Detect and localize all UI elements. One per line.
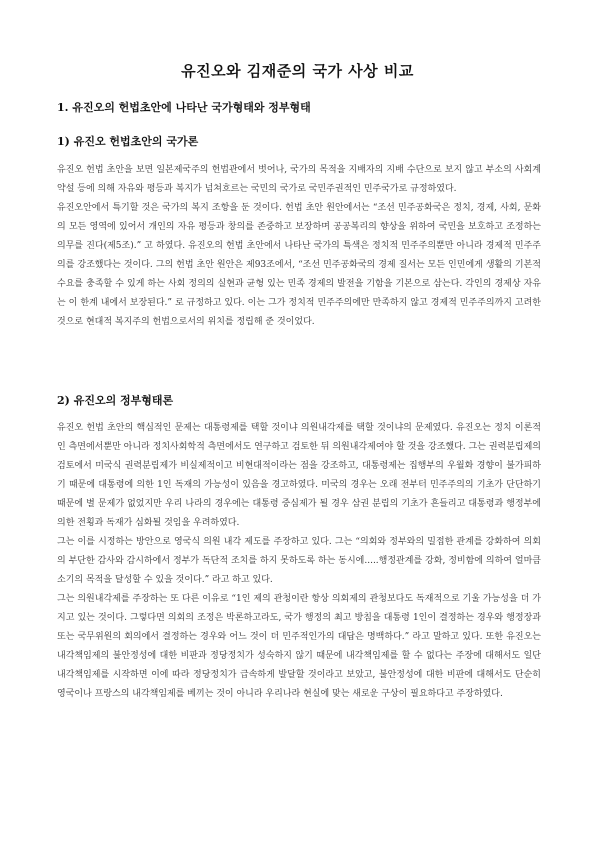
paragraph: 그는 이를 시정하는 방안으로 영국식 의원 내각 제도를 주장하고 있다. 그는 “의회와 정부와의 밀접한 관계를 강화하여 의회의 부단한 감사와 감시하에서 정부가 독단적 조치를 하지 못하도록 하는 동시에.....행정관계를 강화, 정비함에 의하여 얼마큼 소기의 목적을 달성할 수 있을 것이다.” 라고 하고 있다. <box>57 537 541 585</box>
subsection-heading-2: 2) 유진오의 정부형태론 <box>57 394 174 407</box>
section-heading: 1. 유진오의 헌법초안에 나타난 국가형태와 정부형태 <box>57 101 311 114</box>
paragraph: 유진오 헌법 초안의 핵심적인 문제는 대통령제를 택할 것이냐 의원내각제를 택할 것이냐의 문제였다. 유진오는 정치 이론적인 측면에서뿐만 아니라 정치사회학적 측면에서도 연구하고 검토한 뒤 의원내각제여야 할 것을 강조했다. 그는 권력분립제의 검토에서 미국식 권력분립제가 비실제적이고 비현대적이라는 점을 강조하고, 대통령제는 집행부의 우월화 경향이 불가피하기 때문에 대통령에 의한 1인 독재의 가능성이 있음을 경고하였다. 미국의 경우는 오래 전부터 민주주의의 기초가 단단하기 때문에 별 문제가 없었지만 우리 나라의 경우에는 대통령 중심제가 될 경우 삼권 분립의 기초가 흔들리고 대통령과 행정부에 의한 전횡과 독재가 심화될 것임을 우려하였다. <box>57 423 541 528</box>
subsection-heading-1: 1) 유진오 헌법초안의 국가론 <box>57 135 199 148</box>
document-title: 유진오와 김재준의 국가 사상 비교 <box>181 62 414 80</box>
paragraph: 유진오 헌법 초안을 보면 일본제국주의 헌법관에서 벗어나, 국가의 목적을 지배자의 지배 수단으로 보지 않고 부소의 사회계약설 등에 의해 자유와 평등과 복지가 넘쳐흐르는 국민의 국가로 국민주권적인 민주국가로 규정하였다. <box>57 165 541 194</box>
subsection-body-2 <box>57 419 541 704</box>
subsection-body-1 <box>57 161 541 332</box>
paragraph: 유진오안에서 특기할 것은 국가의 복지 조항을 둔 것이다. 헌법 초안 원안에서는 “조선 민주공화국은 정치, 경제, 사회, 문화의 모든 영역에 있어서 개인의 자유 평등과 창의를 존중하고 보장하며 공공복리의 향상을 위하여 국민을 보호하고 조정하는 의무를 진다(제5조).” 고 하였다. 유진오의 헌법 초안에서 나타난 국가의 특색은 정치적 민주주의뿐만 아니라 경제적 민주주의를 강조했다는 것이다. 그의 헌법 초안 원안은 제93조에서, “조선 민주공화국의 경제 질서는 모든 인민에게 생활의 기본적 수요를 충족할 수 있게 하는 사회 정의의 실현과 균형 있는 민족 경제의 발전을 기함을 기본으로 삼는다. 각인의 경제상 자유는 이 한계 내에서 보장된다.” 로 규정하고 있다. 이는 그가 정치적 민주주의에만 만족하지 않고 경제적 민주주의까지 고려한 것으로 현대적 복지주의 헌법으로서의 위치를 정립해 준 것이었다. <box>57 203 541 327</box>
paragraph: 그는 의원내각제를 주장하는 또 다른 이유로 “1인 제의 관청이란 항상 의회제의 관청보다도 독재적으로 기울 가능성을 더 가지고 있는 것이다. 그렇다면 의회의 조정은 박론하고라도, 국가 행정의 최고 방침을 대통령 1인이 결정하는 경우와 행정장과 또는 국무위원의 회의에서 결정하는 경우와 어느 것이 더 민주적인가의 대답은 명백하다.” 라고 말하고 있다. 또한 유진오는 내각책임제의 불안정성에 대한 비판과 정당정치가 성숙하지 않기 때문에 내각책임제를 할 수 없다는 주장에 대해서도 일단 내각책임제를 시작하면 이에 따라 정당정치가 급속하게 발달할 것이라고 보았고, 불안정성에 대한 비판에 대해서도 단순히 영국이나 프랑스의 내각책임제를 베끼는 것이 아니라 우리나라 현실에 맞는 새로운 구상이 필요하다고 주장하였다. <box>57 594 541 699</box>
